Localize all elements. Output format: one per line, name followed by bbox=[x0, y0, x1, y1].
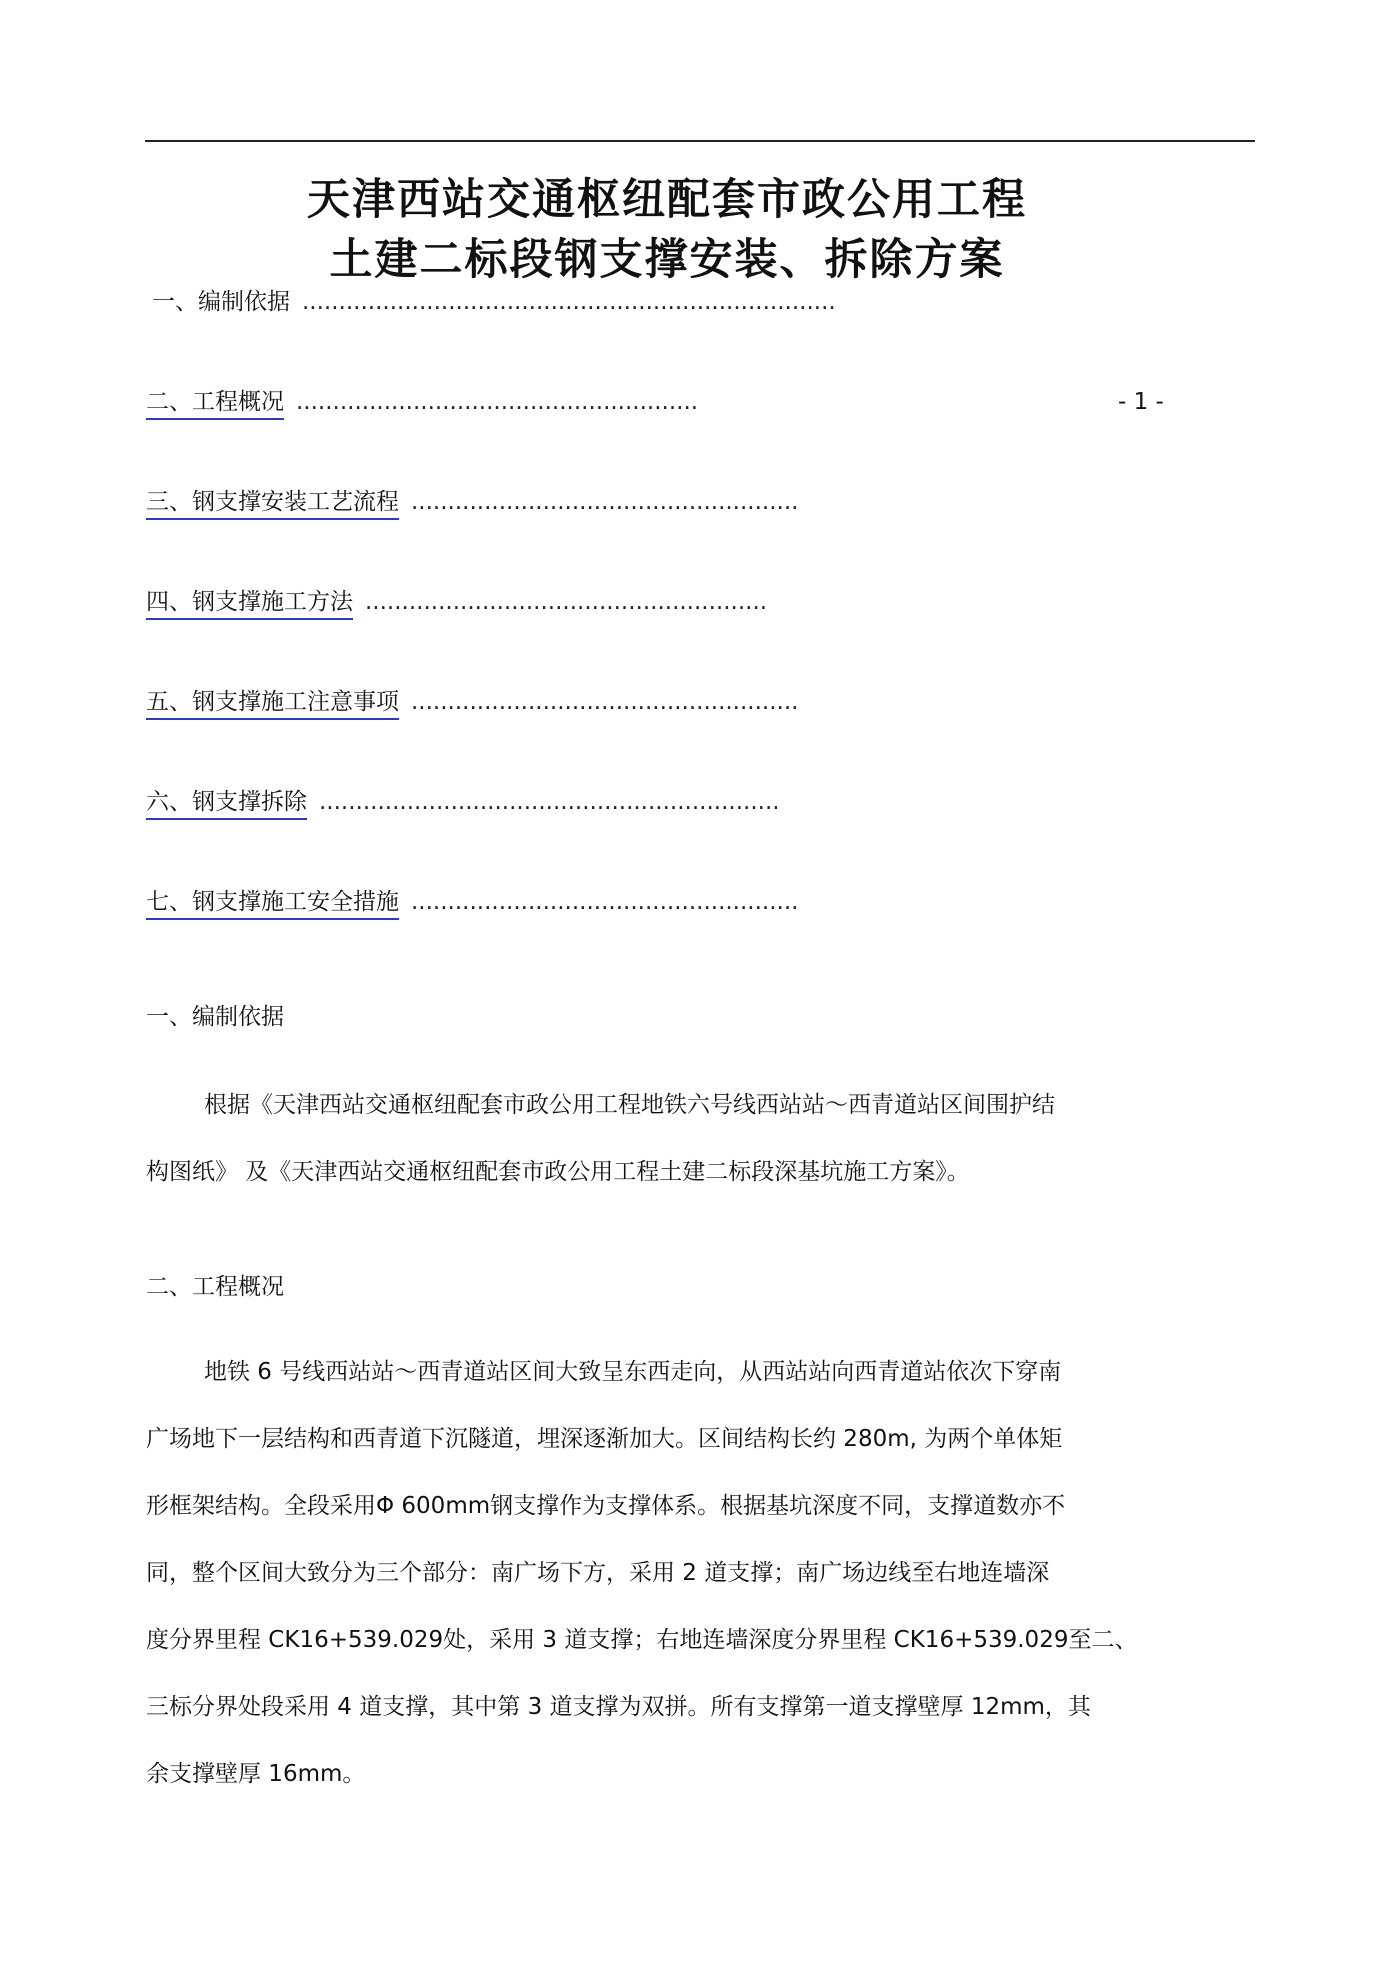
toc-item-6[interactable] bbox=[146, 787, 780, 820]
toc-item-link[interactable]: 七、钢支撑施工安全措施 bbox=[146, 887, 399, 920]
toc-item-link[interactable]: 六、钢支撑拆除 bbox=[146, 787, 307, 820]
toc-item-link[interactable]: 五、钢支撑施工注意事项 bbox=[146, 687, 399, 720]
toc-leader-dots: ............................................................... bbox=[319, 789, 780, 815]
toc-item-label: 一、编制依据 bbox=[152, 289, 290, 315]
paragraph-line: 度分界里程 CK16+539.029处，采用 3 道支撑；右地连墙深度分界里程 CK16+539.029至二、 bbox=[146, 1627, 1138, 1653]
paragraph-line: 余支撑壁厚 16mm。 bbox=[146, 1761, 366, 1787]
toc-item-link[interactable]: 三、钢支撑安装工艺流程 bbox=[146, 487, 399, 520]
toc-item-link[interactable]: 四、钢支撑施工方法 bbox=[146, 587, 353, 620]
toc-leader-dots: ..................................................... bbox=[411, 689, 799, 715]
paragraph-line: 三标分界处段采用 4 道支撑，其中第 3 道支撑为双拼。所有支撑第一道支撑壁厚 12mm，其 bbox=[146, 1694, 1091, 1720]
paragraph-line: 同，整个区间大致分为三个部分：南广场下方，采用 2 道支撑；南广场边线至右地连墙深 bbox=[146, 1560, 1050, 1586]
toc-leader-dots: ..................................................... bbox=[411, 889, 799, 915]
toc-page-number: - 1 - bbox=[1118, 389, 1164, 415]
paragraph-line: 根据《天津西站交通枢纽配套市政公用工程地铁六号线西站站～西青道站区间围护结 bbox=[204, 1092, 1055, 1118]
paragraph-line: 广场地下一层结构和西青道下沉隧道，埋深逐渐加大。区间结构长约 280m, 为两个单体矩 bbox=[146, 1426, 1063, 1452]
toc-leader-dots: ....................................................... bbox=[296, 389, 699, 415]
toc-item-1[interactable] bbox=[152, 287, 836, 317]
toc-item-5[interactable] bbox=[146, 687, 799, 720]
document-title-line-1: 天津西站交通枢纽配套市政公用工程 bbox=[307, 175, 1027, 225]
toc-leader-dots: ......................................................................... bbox=[302, 289, 836, 315]
toc-leader-dots: ....................................................... bbox=[365, 589, 768, 615]
toc-item-4[interactable] bbox=[146, 587, 767, 620]
section-heading-1: 一、编制依据 bbox=[146, 1004, 284, 1030]
header-rule bbox=[145, 140, 1255, 142]
toc-item-link[interactable]: 二、工程概况 bbox=[146, 387, 284, 420]
toc-leader-dots: ..................................................... bbox=[411, 489, 799, 515]
paragraph-line: 地铁 6 号线西站站～西青道站区间大致呈东西走向，从西站站向西青道站依次下穿南 bbox=[204, 1359, 1062, 1385]
section-heading-2: 二、工程概况 bbox=[146, 1274, 284, 1300]
document-title-line-2: 土建二标段钢支撑安装、拆除方案 bbox=[329, 235, 1005, 285]
toc-item-7[interactable] bbox=[146, 887, 799, 920]
toc-item-2[interactable] bbox=[146, 387, 698, 420]
paragraph-line: 构图纸》 及《天津西站交通枢纽配套市政公用工程土建二标段深基坑施工方案》。 bbox=[146, 1159, 970, 1185]
paragraph-line: 形框架结构。全段采用Φ 600mm钢支撑作为支撑体系。根据基坑深度不同，支撑道数亦不 bbox=[146, 1493, 1066, 1519]
toc-item-3[interactable] bbox=[146, 487, 799, 520]
